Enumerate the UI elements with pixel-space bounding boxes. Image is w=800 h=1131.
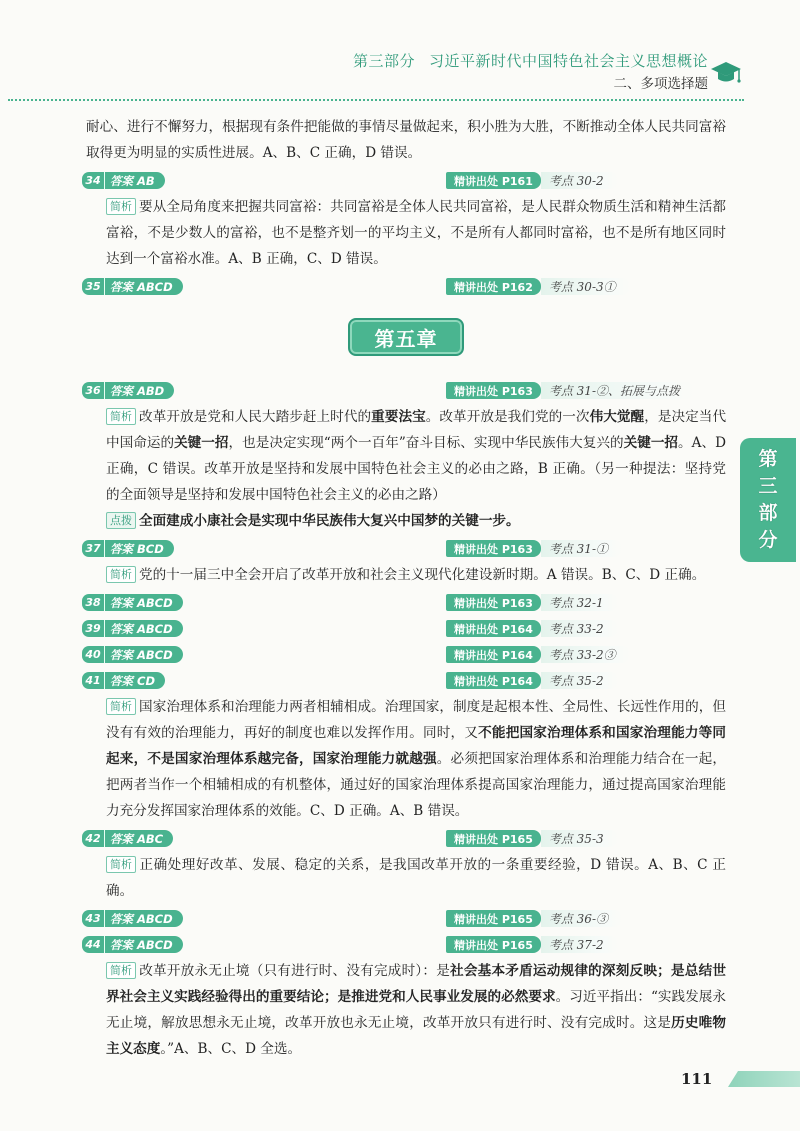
- answer-row-43: [82, 908, 726, 930]
- kaodian: 考点 33-2③: [541, 646, 630, 663]
- reference: [446, 278, 630, 295]
- analysis-text: 正确处理好改革、发展、稳定的关系，是我国改革开放的一条重要经验，D 错误。A、B、C 正确。: [106, 857, 726, 899]
- answer-badge: [82, 620, 183, 637]
- analysis-emphasis: 关键一招: [174, 435, 229, 451]
- answer-label: 答案 CD: [104, 672, 165, 689]
- answer-badge: [82, 672, 165, 689]
- side-tab-char: 第: [758, 448, 778, 470]
- reference-page: 精讲出处 P163: [446, 382, 541, 399]
- question-number: 43: [82, 910, 104, 927]
- analysis-emphasis: 伟大觉醒: [589, 409, 645, 425]
- answer-badge: [82, 278, 183, 295]
- answer-row-42: [82, 828, 726, 850]
- answer-label: 答案 ABCD: [104, 620, 183, 637]
- side-tab-char: 三: [758, 475, 778, 497]
- page-number-bar: [728, 1071, 800, 1087]
- reference: [446, 594, 618, 611]
- header-divider: [8, 99, 744, 101]
- kaodian: 考点 35-3: [541, 830, 618, 847]
- answer-row-36: [82, 380, 726, 402]
- answer-badge: [82, 172, 165, 189]
- answer-label: 答案 ABC: [104, 830, 173, 847]
- analysis-text: 。改革开放是我们党的一次: [425, 409, 590, 425]
- kaodian: 考点 31-②、拓展与点拨: [541, 382, 694, 399]
- analysis-text: 要从全局角度来把握共同富裕：共同富裕是全体人民共同富裕，是人民群众物质生活和精神生活都富裕，不是少数人的富裕，也不是整齐划一的平均主义，不是所有人都同时富裕，也不是所有地区同时达到一个富裕水准。A、B 正确，C、D 错误。: [106, 199, 726, 267]
- answer-row-37: [82, 538, 726, 560]
- analysis-text: 改革开放永无止境（只有进行时、没有完成时）：是: [139, 963, 451, 979]
- reference-page: 精讲出处 P165: [446, 936, 541, 953]
- analysis-text: 改革开放是党和人民大踏步赶上时代的: [139, 409, 372, 425]
- answer-badge: [82, 646, 183, 663]
- reference: [446, 672, 618, 689]
- question-number: 34: [82, 172, 104, 189]
- reference-page: 精讲出处 P164: [446, 646, 541, 663]
- dianbo-tag: 点拨: [106, 512, 136, 529]
- answer-row-40: [82, 644, 726, 666]
- question-number: 37: [82, 540, 104, 557]
- reference: [446, 540, 622, 557]
- page-number: 111: [681, 1070, 713, 1088]
- reference-page: 精讲出处 P165: [446, 910, 541, 927]
- jianxi-tag: 简析: [106, 962, 136, 979]
- answer-row-41: [82, 670, 726, 692]
- answer-badge: [82, 594, 183, 611]
- reference: [446, 910, 622, 927]
- reference-page: 精讲出处 P161: [446, 172, 541, 189]
- answer-row-44: [82, 934, 726, 956]
- graduation-cap-icon: [710, 58, 742, 88]
- dianbo-text: 全面建成小康社会是实现中华民族伟大复兴中国梦的关键一步。: [139, 513, 520, 529]
- analysis-emphasis: 不能把国家治理体系和国家治理能力等同起来，不是国家治理体系越完备，国家治理能力就越强: [106, 725, 727, 767]
- question-number: 39: [82, 620, 104, 637]
- jianxi-tag: 简析: [106, 566, 136, 583]
- side-part-tab: [740, 438, 796, 562]
- analysis-36: [86, 404, 726, 508]
- analysis-emphasis: 关键一招: [623, 435, 679, 451]
- analysis-42: [86, 852, 726, 904]
- analysis-emphasis: 社会基本矛盾运动规律的深刻反映；是总结世界社会主义实践经验得出的重要结论；是推进党和人民事业发展的必然要求: [106, 963, 726, 1005]
- answer-badge: [82, 540, 174, 557]
- header-part: 第三部分: [352, 52, 415, 70]
- question-number: 44: [82, 936, 104, 953]
- side-tab-char: 分: [758, 529, 778, 551]
- analysis-text: 。必须把国家治理体系和治理能力结合在一起，把两者当作一个相辅相成的有机整体，通过好的国家治理体系提高国家治理能力，通过提高国家治理能力充分发挥国家治理体系的效能。C、D 正确。A、B 错误。: [106, 751, 726, 819]
- answer-label: 答案 ABCD: [104, 910, 183, 927]
- reference-page: 精讲出处 P164: [446, 672, 541, 689]
- reference: [446, 830, 618, 847]
- chapter-title: 第五章: [348, 318, 464, 356]
- reference: [446, 620, 618, 637]
- reference: [446, 646, 630, 663]
- header-book-title: 习近平新时代中国特色社会主义思想概论: [428, 52, 708, 70]
- question-number: 38: [82, 594, 104, 611]
- analysis-emphasis: 历史唯物主义态度: [106, 1015, 727, 1057]
- answer-label: 答案 AB: [104, 172, 165, 189]
- question-number: 40: [82, 646, 104, 663]
- header-title: [353, 50, 708, 71]
- kaodian: 考点 37-2: [541, 936, 618, 953]
- answer-badge: [82, 382, 174, 399]
- analysis-34: [86, 194, 726, 272]
- jianxi-tag: 简析: [106, 856, 136, 873]
- question-number: 36: [82, 382, 104, 399]
- analysis-emphasis: 重要法宝: [371, 409, 426, 425]
- analysis-41: [86, 694, 726, 824]
- page-content: [86, 114, 726, 1062]
- analysis-text: 。”A、B、C、D 全选。: [160, 1041, 302, 1057]
- answer-label: 答案 BCD: [104, 540, 174, 557]
- jianxi-tag: 简析: [106, 198, 136, 215]
- reference: [446, 936, 618, 953]
- reference-page: 精讲出处 P162: [446, 278, 541, 295]
- kaodian: 考点 36-③: [541, 910, 622, 927]
- reference-page: 精讲出处 P163: [446, 540, 541, 557]
- question-number: 41: [82, 672, 104, 689]
- answer-label: 答案 ABCD: [104, 594, 183, 611]
- analysis-44: [86, 958, 726, 1062]
- analysis-text: 。习近平指出：“实践发展永无止境，解放思想永无止境，改革开放也永无止境，改革开放只有进行时、没有完成时。这是: [106, 989, 727, 1031]
- dianbo-36: [86, 508, 726, 534]
- answer-badge: [82, 936, 183, 953]
- answer-badge: [82, 830, 173, 847]
- answer-row-34: [82, 170, 726, 192]
- kaodian: 考点 32-1: [541, 594, 618, 611]
- jianxi-tag: 简析: [106, 698, 136, 715]
- side-tab-char: 部: [758, 502, 778, 524]
- analysis-text: ，是决定当代中国命运的: [106, 409, 727, 451]
- analysis-text: 党的十一届三中全会开启了改革开放和社会主义现代化建设新时期。A 错误。B、C、D 正确。: [139, 567, 706, 583]
- reference-page: 精讲出处 P165: [446, 830, 541, 847]
- analysis-text: 。A、D 正确，C 错误。改革开放是坚持和发展中国特色社会主义的必由之路，B 正确。（另一种提法：坚持党的全面领导是坚持和发展中国特色社会主义的必由之路）: [106, 435, 727, 503]
- answer-row-35: [82, 276, 726, 298]
- reference: [446, 172, 618, 189]
- answer-label: 答案 ABCD: [104, 646, 183, 663]
- kaodian: 考点 33-2: [541, 620, 618, 637]
- answer-label: 答案 ABCD: [104, 278, 183, 295]
- analysis-37: [86, 562, 726, 588]
- reference-page: 精讲出处 P164: [446, 620, 541, 637]
- intro-paragraph: 耐心、进行不懈努力，根据现有条件把能做的事情尽量做起来，积小胜为大胜，不断推动全体人民共同富裕取得更为明显的实质性进展。A、B、C 正确，D 错误。: [86, 119, 726, 161]
- answer-row-38: [82, 592, 726, 614]
- kaodian: 考点 31-①: [541, 540, 622, 557]
- answer-badge: [82, 910, 183, 927]
- header-section: 二、多项选择题: [613, 76, 708, 92]
- question-number: 42: [82, 830, 104, 847]
- kaodian: 考点 30-2: [541, 172, 618, 189]
- kaodian: 考点 35-2: [541, 672, 618, 689]
- page-header: [0, 0, 800, 110]
- analysis-text: ，也是决定实现“两个一百年”奋斗目标、实现中华民族伟大复兴的: [228, 435, 624, 451]
- analysis-text: 国家治理体系和治理能力两者相辅相成。治理国家，制度是起根本性、全局性、长远性作用的，但没有有效的治理能力，再好的制度也难以发挥作用。同时，又: [106, 699, 726, 741]
- answer-row-39: [82, 618, 726, 640]
- answer-label: 答案 ABD: [104, 382, 174, 399]
- reference: [446, 382, 694, 399]
- reference-page: 精讲出处 P163: [446, 594, 541, 611]
- jianxi-tag: 简析: [106, 408, 136, 425]
- answer-label: 答案 ABCD: [104, 936, 183, 953]
- kaodian: 考点 30-3①: [541, 278, 630, 295]
- question-number: 35: [82, 278, 104, 295]
